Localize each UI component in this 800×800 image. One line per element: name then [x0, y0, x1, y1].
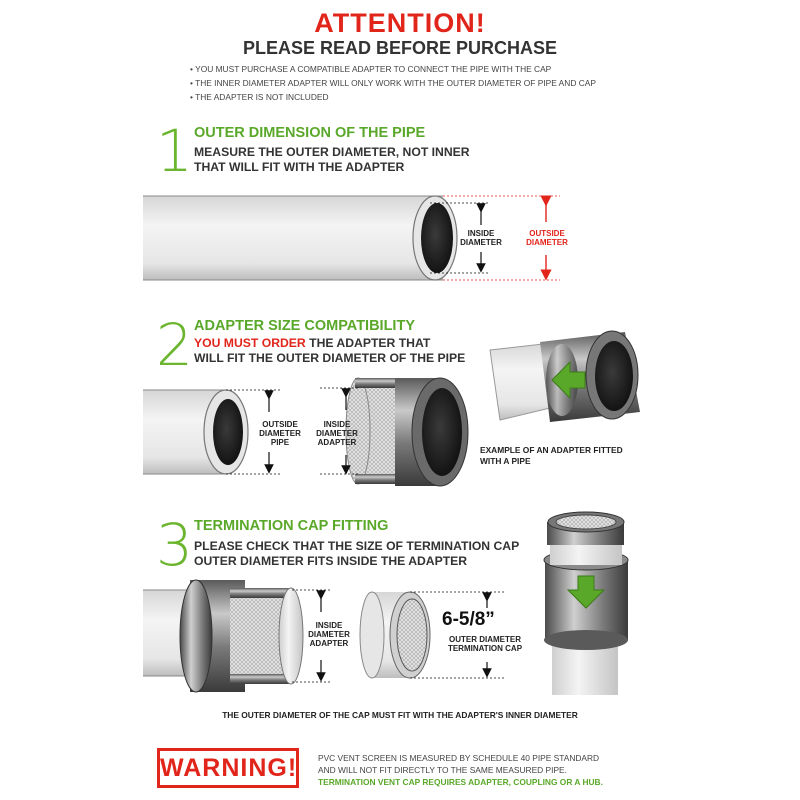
step2-heading: ADAPTER SIZE COMPATIBILITY — [194, 318, 415, 334]
warning-text: PVC VENT SCREEN IS MEASURED BY SCHEDULE 40 PIPE STANDARD AND WILL NOT FIT DIRECTLY TO THE SAME MEASURED PIPE. TERMINATION VENT CAP REQUIRES ADAPTER, COUPLING OR A HUB. — [318, 753, 603, 787]
warning-badge: WARNING! — [157, 748, 299, 788]
step2-line-1: YOU MUST ORDER THE ADAPTER THAT — [194, 336, 431, 350]
step3-inside-diameter-adapter-label: INSIDE DIAMETER ADAPTER — [308, 621, 350, 648]
must-order-highlight: YOU MUST ORDER — [194, 336, 306, 350]
fitted-example-caption: EXAMPLE OF AN ADAPTER FITTED WITH A PIPE — [480, 445, 623, 466]
notice-bullet: • THE ADAPTER IS NOT INCLUDED — [190, 90, 596, 104]
step3-line-2: OUTER DIAMETER FITS INSIDE THE ADAPTER — [194, 554, 468, 568]
inside-diameter-label: INSIDE DIAMETER — [460, 229, 502, 247]
step1-line-1: MEASURE THE OUTER DIAMETER, NOT INNER — [194, 145, 470, 159]
attention-title: ATTENTION! — [314, 8, 486, 38]
outside-diameter-pipe-label: OUTSIDE DIAMETER PIPE — [259, 420, 301, 447]
step3-caption: THE OUTER DIAMETER OF THE CAP MUST FIT WITH THE ADAPTER'S INNER DIAMETER — [222, 710, 578, 720]
step3-vertical-assembly — [544, 512, 628, 695]
notice-bullet-list — [190, 62, 596, 104]
inside-diameter-adapter-label: INSIDE DIAMETER ADAPTER — [316, 420, 358, 447]
step-number-3: 3 — [156, 511, 193, 579]
step1-heading: OUTER DIMENSION OF THE PIPE — [194, 125, 426, 141]
notice-bullet: • THE INNER DIAMETER ADAPTER WILL ONLY WORK WITH THE OUTER DIAMETER OF PIPE AND CAP — [190, 76, 596, 90]
notice-bullet: • YOU MUST PURCHASE A COMPATIBLE ADAPTER TO CONNECT THE PIPE WITH THE CAP — [190, 62, 596, 76]
step1-line-2: THAT WILL FIT WITH THE ADAPTER — [194, 160, 405, 174]
warning-highlight: TERMINATION VENT CAP REQUIRES ADAPTER, COUPLING OR A HUB. — [318, 777, 603, 787]
step2-line-2: WILL FIT THE OUTER DIAMETER OF THE PIPE — [194, 351, 466, 365]
step3-heading: TERMINATION CAP FITTING — [194, 518, 389, 534]
read-before-purchase-subtitle: PLEASE READ BEFORE PURCHASE — [242, 38, 558, 58]
step3-adapter-pipe — [143, 580, 330, 692]
step-number-1: 1 — [156, 117, 193, 185]
outside-diameter-label: OUTSIDE DIAMETER — [526, 229, 568, 247]
step-number-2: 2 — [156, 311, 193, 379]
cap-size-value: 6-5/8” — [442, 609, 495, 630]
cap-outer-diameter-label: OUTER DIAMETER TERMINATION CAP — [447, 635, 523, 653]
step2-fitted-example — [490, 331, 640, 422]
step3-line-1: PLEASE CHECK THAT THE SIZE OF TERMINATION CAP — [194, 539, 520, 553]
